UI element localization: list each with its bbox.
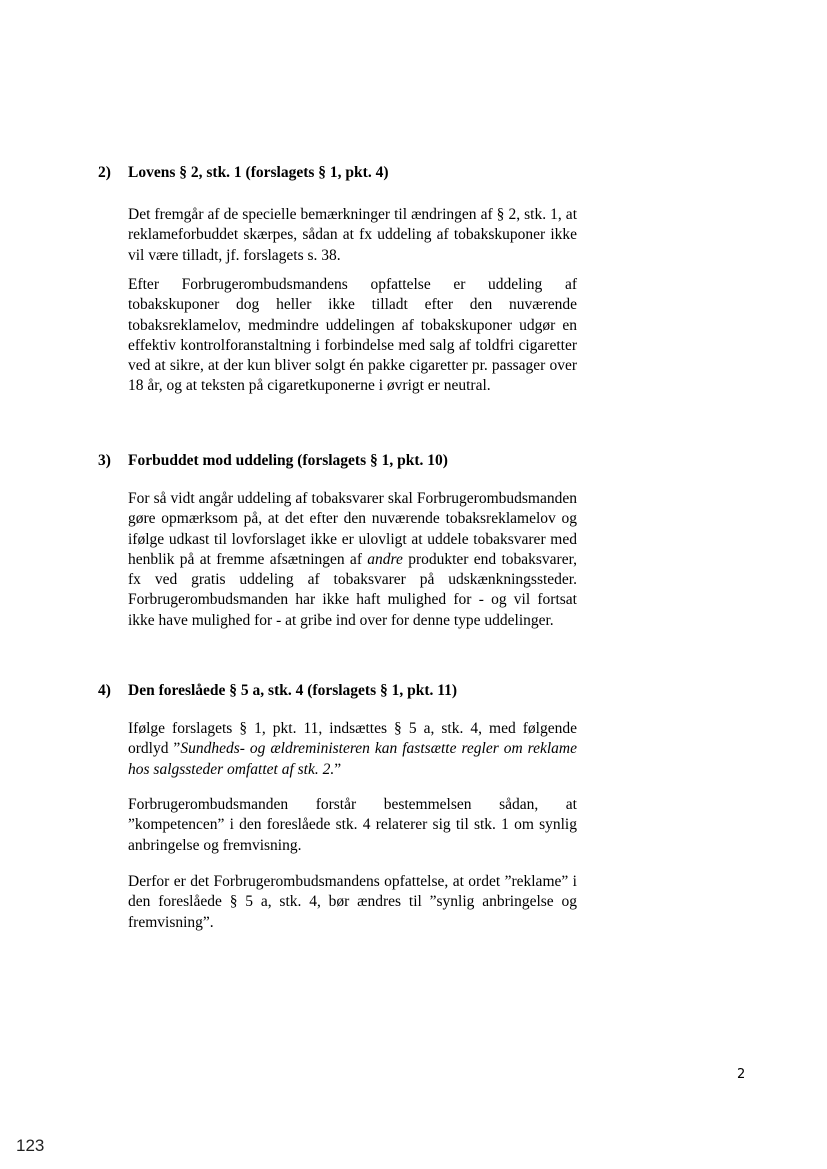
section-4-heading: [98, 681, 578, 701]
section-number: 2): [98, 164, 111, 181]
paragraph: Forbrugerombudsmanden forstår bestemmelsen sådan, at ”kompetencen” i den foreslåede stk. 4 relaterer sig til stk. 1 om synlig anbringelse og fremvisning.: [128, 796, 577, 854]
section-2-heading: [98, 163, 578, 183]
footer-page-number: 123: [16, 1136, 45, 1155]
paragraph-text: Ifølge forslagets § 1, pkt. 11, indsættes § 5 a, stk. 4, med følgende ordlyd ”: [128, 720, 577, 758]
section-heading: [98, 681, 578, 701]
paragraph: [128, 719, 577, 780]
paragraph-text: For så vidt angår uddeling af tobaksvarer skal Forbrugerombudsmanden gøre opmærksom på, at det efter den nuværende tobaksreklamelov og ifølge udkast til lovforslaget ikke er ulovligt at uddele tobaksvarer med henblik på at fremme afsætningen af: [128, 490, 577, 568]
section-number: 3): [98, 452, 111, 469]
section-title: Den foreslåede § 5 a, stk. 4 (forslagets § 1, pkt. 11): [128, 682, 458, 699]
paragraph: [128, 489, 577, 631]
paragraph-text: ”: [334, 760, 342, 778]
emphasis-text: Sundheds- og ældreministeren kan fastsætte regler om reklame hos salgssteder omfattet af stk. 2.: [128, 740, 577, 778]
paragraph: Efter Forbrugerombudsmandens opfattelse er uddeling af tobakskuponer dog heller ikke tilladt efter den nuværende tobaksreklamelov, medmindre uddelingen af tobakskuponer udgør en effektiv kontrolforanstaltning i forbindelse med salg af toldfri cigaretter ved at sikre, at der kun bliver solgt én pakke cigaretter pr. passager over 18 år, og at teksten på cigaretkuponerne i øvrigt er neutral.: [128, 276, 577, 395]
section-heading: [98, 163, 578, 183]
section-heading: [98, 451, 578, 471]
emphasis-text: andre: [367, 550, 403, 568]
section-number: 4): [98, 682, 111, 699]
page-number: 2: [737, 1067, 746, 1082]
section-3-heading: [98, 451, 578, 471]
section-title: Forbuddet mod uddeling (forslagets § 1, pkt. 10): [128, 452, 448, 469]
paragraph: Derfor er det Forbrugerombudsmandens opfattelse, at ordet ”reklame” i den foreslåede § 5 a, stk. 4, bør ændres til ”synlig anbringelse og fremvisning”.: [128, 873, 577, 931]
paragraph: Det fremgår af de specielle bemærkninger til ændringen af § 2, stk. 1, at reklameforbuddet skærpes, sådan at fx uddeling af tobakskuponer ikke vil være tilladt, jf. forslagets s. 38.: [128, 206, 577, 264]
paragraph-text: produkter end tobaksvarer, fx ved gratis uddeling af tobaksvarer på udskænkningssteder. Forbrugerombudsmanden har ikke haft mulighed for - og vil fortsat ikke have mulighed for - at gribe ind over for denne type uddelinger.: [128, 550, 578, 629]
section-title: Lovens § 2, stk. 1 (forslagets § 1, pkt. 4): [128, 164, 389, 181]
